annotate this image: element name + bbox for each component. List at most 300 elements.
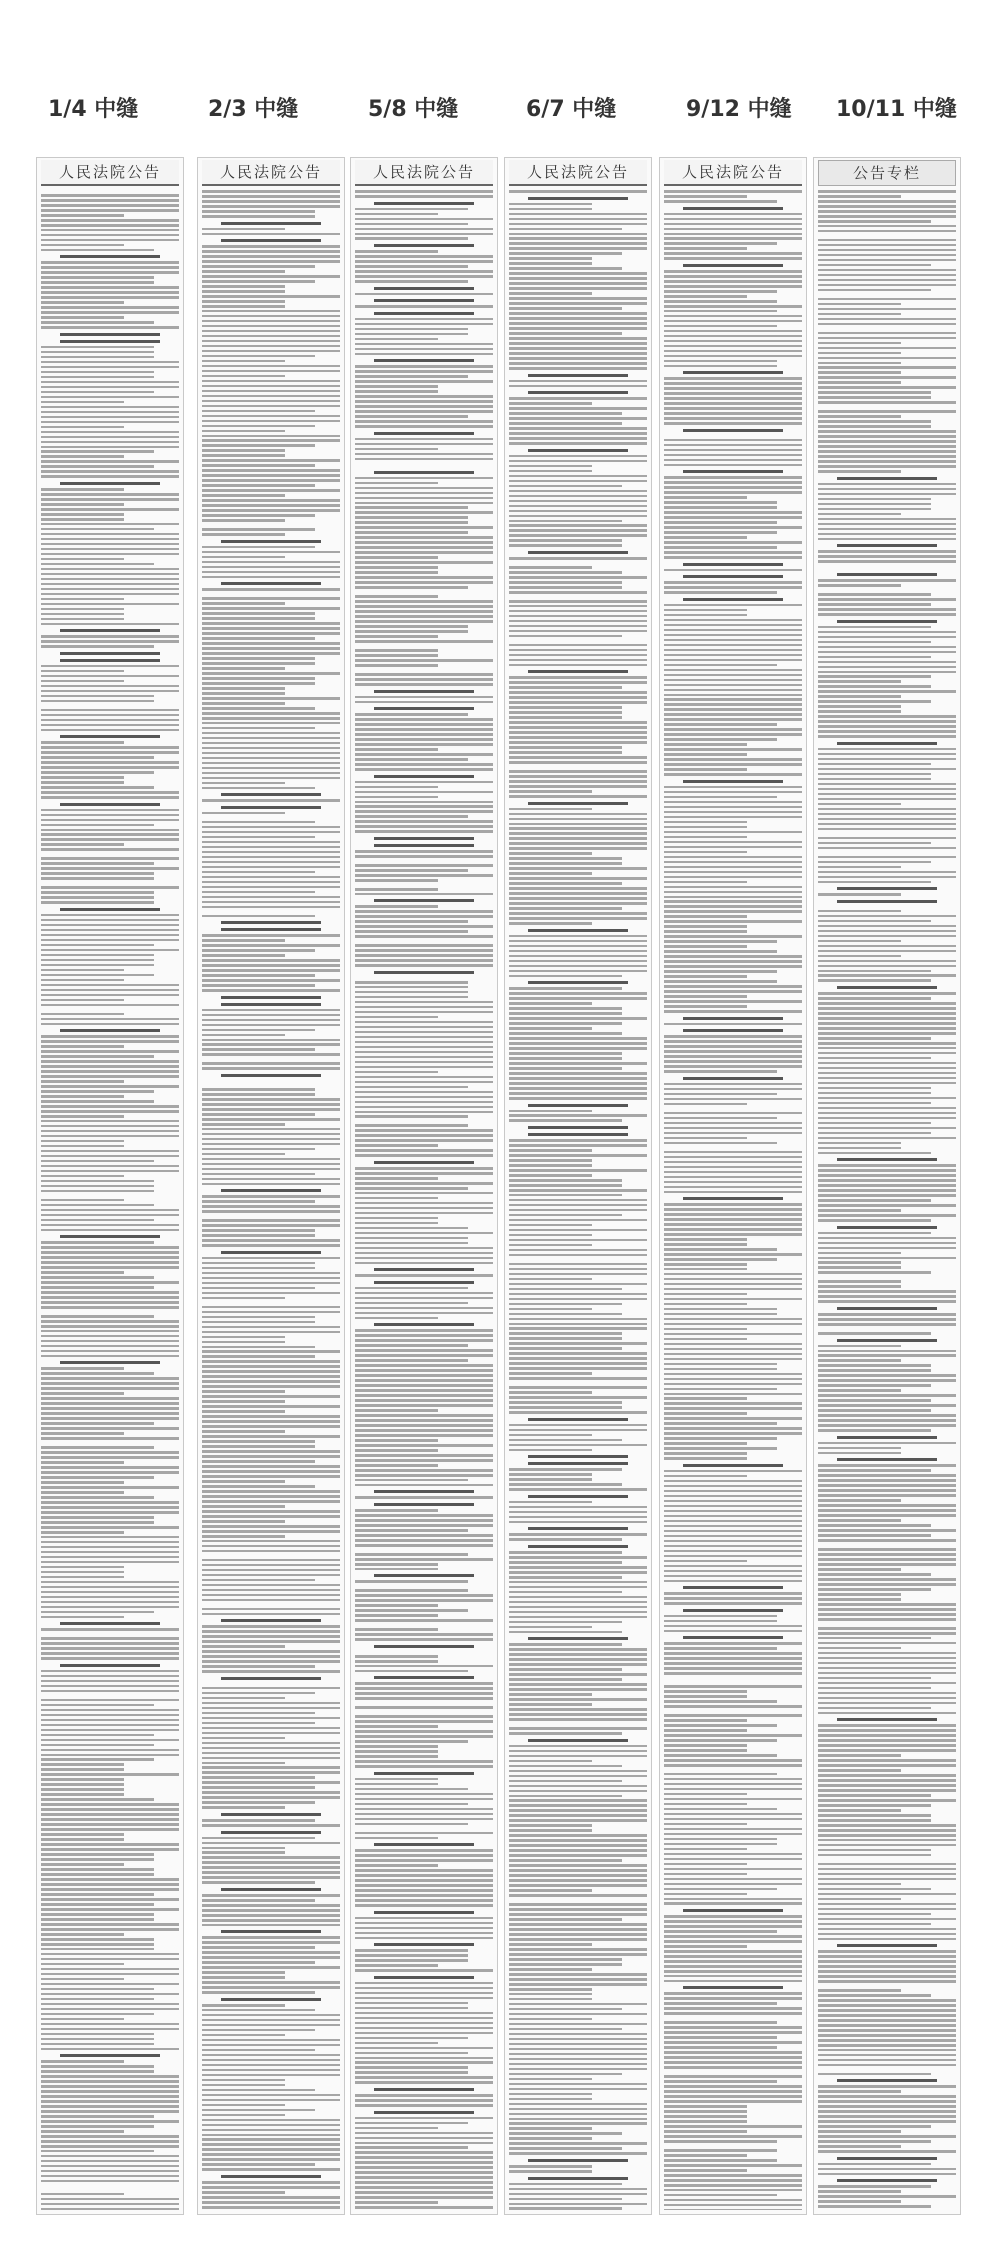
text-line bbox=[664, 940, 777, 943]
text-line bbox=[509, 1386, 647, 1389]
text-line bbox=[41, 261, 179, 264]
text-line bbox=[202, 1088, 315, 1091]
text-line bbox=[202, 474, 340, 477]
text-line bbox=[355, 546, 493, 549]
notice-heading bbox=[221, 921, 320, 924]
text-line bbox=[664, 1592, 802, 1595]
text-line bbox=[818, 646, 956, 649]
text-line bbox=[509, 1449, 592, 1452]
text-line bbox=[202, 1796, 340, 1799]
text-line bbox=[509, 832, 647, 835]
text-line bbox=[509, 1184, 622, 1187]
text-line bbox=[355, 190, 493, 193]
text-line bbox=[664, 684, 802, 687]
text-line bbox=[818, 498, 931, 501]
text-line bbox=[818, 1414, 956, 1417]
text-line bbox=[355, 1992, 493, 1995]
text-line bbox=[664, 679, 802, 682]
text-line bbox=[202, 255, 340, 258]
text-line bbox=[509, 1703, 592, 1706]
text-line bbox=[509, 272, 647, 275]
text-line bbox=[509, 1047, 647, 1050]
text-line bbox=[355, 1242, 468, 1245]
text-line bbox=[355, 405, 493, 408]
notice-heading bbox=[374, 1676, 473, 1679]
text-line bbox=[509, 534, 647, 537]
text-line bbox=[41, 1893, 154, 1896]
text-line bbox=[355, 1954, 468, 1957]
text-line bbox=[818, 925, 956, 928]
text-line bbox=[355, 1404, 493, 1407]
text-line bbox=[509, 1814, 647, 1817]
text-line bbox=[664, 1920, 802, 1923]
text-line bbox=[664, 511, 802, 514]
text-line bbox=[509, 1357, 647, 1360]
text-line bbox=[355, 1496, 493, 1499]
text-line bbox=[202, 551, 340, 554]
text-line bbox=[355, 810, 493, 813]
text-line bbox=[664, 1323, 802, 1326]
text-line bbox=[664, 586, 802, 589]
notice-heading bbox=[221, 1930, 320, 1933]
text-line bbox=[818, 1359, 901, 1362]
text-line bbox=[664, 1647, 777, 1650]
text-line bbox=[664, 1714, 802, 1717]
text-line bbox=[818, 2195, 956, 2198]
text-line bbox=[509, 706, 622, 709]
text-line bbox=[355, 1344, 468, 1347]
text-line bbox=[355, 864, 493, 867]
text-line bbox=[818, 1898, 901, 1901]
text-line bbox=[509, 872, 592, 875]
text-line bbox=[509, 2103, 647, 2106]
text-line bbox=[509, 1973, 647, 1976]
text-line bbox=[509, 2198, 622, 2201]
text-line bbox=[202, 959, 340, 962]
text-line bbox=[202, 1981, 340, 1984]
text-line bbox=[664, 1303, 747, 1306]
text-line bbox=[818, 2168, 956, 2171]
text-line bbox=[355, 1106, 493, 1109]
text-line bbox=[355, 1001, 493, 1004]
text-line bbox=[355, 2047, 493, 2050]
notice-heading bbox=[221, 540, 320, 543]
text-line bbox=[818, 842, 931, 845]
text-line bbox=[818, 1849, 931, 1852]
text-line bbox=[509, 1913, 647, 1916]
text-line bbox=[818, 1682, 956, 1685]
text-line bbox=[664, 624, 802, 627]
text-line bbox=[818, 396, 931, 399]
text-line bbox=[355, 415, 468, 418]
text-line bbox=[202, 1425, 340, 1428]
text-line bbox=[509, 505, 647, 508]
text-line bbox=[664, 449, 802, 452]
text-line bbox=[509, 1219, 647, 1222]
text-line bbox=[355, 1086, 468, 1089]
text-line bbox=[509, 867, 647, 870]
text-line bbox=[664, 1530, 802, 1533]
text-line bbox=[355, 1384, 493, 1387]
text-line bbox=[202, 1613, 340, 1616]
text-line bbox=[664, 1878, 802, 1881]
notice-heading bbox=[683, 1077, 782, 1080]
text-line bbox=[41, 1456, 179, 1459]
text-line bbox=[355, 448, 438, 451]
text-line bbox=[202, 1909, 340, 1912]
text-line bbox=[355, 2094, 493, 2097]
text-line bbox=[202, 1707, 340, 1710]
text-line bbox=[664, 392, 802, 395]
text-line bbox=[355, 2186, 493, 2189]
text-line bbox=[664, 866, 802, 869]
text-line bbox=[509, 1473, 592, 1476]
text-line bbox=[509, 1189, 647, 1192]
text-line bbox=[41, 1170, 179, 1173]
text-line bbox=[818, 1583, 956, 1586]
text-line bbox=[664, 1407, 802, 1410]
text-line bbox=[818, 730, 956, 733]
text-line bbox=[818, 974, 956, 977]
text-line bbox=[41, 1928, 179, 1931]
text-line bbox=[202, 2069, 340, 2072]
text-line bbox=[509, 262, 592, 265]
text-line bbox=[202, 215, 315, 218]
text-line bbox=[355, 375, 468, 378]
text-line bbox=[41, 2060, 124, 2063]
text-line bbox=[509, 1283, 647, 1286]
notice-heading bbox=[60, 1235, 159, 1238]
text-line bbox=[664, 743, 747, 746]
text-line bbox=[818, 1834, 956, 1837]
text-line bbox=[509, 887, 647, 890]
column-text-block bbox=[41, 190, 179, 2210]
text-line bbox=[818, 1209, 901, 1212]
text-line bbox=[41, 1387, 179, 1390]
text-line bbox=[664, 773, 802, 776]
text-line bbox=[818, 1839, 956, 1842]
text-line bbox=[202, 1866, 340, 1869]
text-line bbox=[818, 793, 956, 796]
text-line bbox=[41, 886, 179, 889]
text-line bbox=[509, 2013, 647, 2016]
text-line bbox=[41, 1135, 179, 1138]
text-line bbox=[41, 553, 179, 556]
text-line bbox=[355, 223, 468, 226]
text-line bbox=[509, 1643, 622, 1646]
text-line bbox=[818, 823, 956, 826]
text-line bbox=[355, 458, 493, 461]
text-line bbox=[41, 376, 154, 379]
text-line bbox=[41, 761, 179, 764]
text-line bbox=[355, 2081, 493, 2084]
text-line bbox=[509, 1745, 647, 1748]
text-line bbox=[818, 2054, 956, 2057]
text-line bbox=[41, 1340, 179, 1343]
text-line bbox=[355, 1444, 493, 1447]
text-line bbox=[355, 1798, 493, 1801]
text-line bbox=[664, 1228, 802, 1231]
text-line bbox=[509, 490, 647, 493]
text-line bbox=[41, 819, 179, 822]
text-line bbox=[202, 1178, 340, 1181]
text-line bbox=[41, 709, 179, 712]
text-line bbox=[664, 1191, 802, 1194]
text-line bbox=[818, 2095, 956, 2098]
text-line bbox=[664, 718, 802, 721]
text-line bbox=[355, 425, 493, 428]
text-line bbox=[355, 2027, 493, 2030]
text-line bbox=[355, 353, 493, 356]
text-line bbox=[202, 2163, 315, 2166]
text-line bbox=[41, 1241, 154, 1244]
text-line bbox=[41, 1320, 179, 1323]
text-line bbox=[664, 237, 802, 240]
text-line bbox=[818, 357, 956, 360]
text-line bbox=[509, 1337, 622, 1340]
text-line bbox=[818, 1042, 956, 1045]
text-line bbox=[355, 1837, 438, 1840]
text-line bbox=[41, 1402, 179, 1405]
text-line bbox=[202, 607, 340, 610]
text-line bbox=[202, 1737, 285, 1740]
text-line bbox=[41, 513, 124, 516]
text-line bbox=[202, 1806, 285, 1809]
text-line bbox=[355, 2052, 468, 2055]
text-line bbox=[202, 2129, 340, 2132]
text-line bbox=[202, 390, 340, 393]
text-line bbox=[509, 1693, 592, 1696]
text-line bbox=[664, 689, 802, 692]
text-line bbox=[664, 2174, 802, 2177]
text-line bbox=[818, 465, 956, 468]
text-line bbox=[664, 1940, 802, 1943]
text-line bbox=[355, 1011, 493, 1014]
text-line bbox=[664, 1555, 802, 1558]
text-line bbox=[509, 644, 647, 647]
text-line bbox=[41, 2033, 154, 2036]
text-line bbox=[818, 1819, 931, 1822]
text-line bbox=[41, 814, 179, 817]
text-line bbox=[41, 1325, 179, 1328]
text-line bbox=[664, 639, 802, 642]
text-line bbox=[818, 783, 956, 786]
text-line bbox=[818, 1189, 956, 1192]
text-line bbox=[41, 1160, 154, 1163]
text-line bbox=[202, 1014, 340, 1017]
text-line bbox=[664, 1213, 802, 1216]
text-line bbox=[818, 1087, 931, 1090]
text-line bbox=[664, 723, 777, 726]
text-line bbox=[664, 2002, 777, 2005]
notice-heading bbox=[374, 775, 473, 778]
text-line bbox=[664, 816, 802, 819]
text-line bbox=[664, 1818, 802, 1821]
text-line bbox=[202, 1103, 340, 1106]
text-line bbox=[41, 1382, 179, 1385]
text-line bbox=[202, 1579, 315, 1582]
text-line bbox=[664, 1915, 802, 1918]
text-line bbox=[355, 318, 493, 321]
text-line bbox=[202, 687, 285, 690]
text-line bbox=[202, 533, 285, 536]
text-line bbox=[202, 722, 340, 725]
text-line bbox=[355, 208, 468, 211]
text-line bbox=[355, 874, 493, 877]
text-line bbox=[664, 1117, 777, 1120]
text-line bbox=[41, 934, 179, 937]
text-line bbox=[664, 1132, 802, 1135]
text-line bbox=[509, 2028, 622, 2031]
text-line bbox=[355, 1247, 493, 1250]
text-line bbox=[509, 242, 647, 245]
text-line bbox=[202, 1053, 340, 1056]
text-line bbox=[41, 1948, 154, 1951]
text-line bbox=[355, 1655, 438, 1658]
text-line bbox=[41, 969, 124, 972]
text-line bbox=[664, 1868, 802, 1871]
text-line bbox=[664, 1186, 802, 1189]
notice-heading bbox=[60, 735, 159, 738]
notice-heading bbox=[221, 996, 320, 999]
text-line bbox=[41, 901, 154, 904]
text-line bbox=[41, 974, 154, 977]
text-line bbox=[509, 1933, 647, 1936]
notice-heading bbox=[374, 1645, 473, 1648]
text-line bbox=[355, 1061, 493, 1064]
text-line bbox=[818, 1379, 956, 1382]
text-line bbox=[41, 1953, 179, 1956]
text-line bbox=[664, 1930, 777, 1933]
text-line bbox=[509, 1755, 647, 1758]
text-line bbox=[202, 1163, 340, 1166]
text-line bbox=[355, 1394, 493, 1397]
text-line bbox=[202, 1645, 285, 1648]
text-line bbox=[41, 1744, 154, 1747]
text-line bbox=[509, 1027, 592, 1030]
text-line bbox=[355, 781, 493, 784]
text-line bbox=[355, 758, 468, 761]
text-line bbox=[202, 459, 340, 462]
text-line bbox=[509, 2088, 647, 2091]
text-line bbox=[202, 627, 340, 630]
text-line bbox=[509, 317, 647, 320]
text-line bbox=[664, 861, 802, 864]
text-line bbox=[664, 1540, 802, 1543]
text-line bbox=[509, 620, 647, 623]
text-line bbox=[202, 2104, 285, 2107]
text-line bbox=[355, 1262, 493, 1265]
text-line bbox=[818, 1057, 931, 1060]
text-line bbox=[818, 1662, 956, 1665]
text-line bbox=[202, 315, 340, 318]
text-line bbox=[202, 1067, 340, 1070]
notice-heading bbox=[60, 482, 159, 485]
text-line bbox=[41, 1155, 179, 1158]
text-line bbox=[202, 1670, 340, 1673]
text-line bbox=[664, 270, 802, 273]
text-line bbox=[202, 1660, 340, 1663]
text-line bbox=[509, 2043, 647, 2046]
text-line bbox=[818, 538, 956, 541]
text-line bbox=[818, 455, 956, 458]
text-line bbox=[664, 614, 747, 617]
text-line bbox=[664, 1070, 777, 1073]
text-line bbox=[355, 981, 468, 984]
text-line bbox=[202, 305, 285, 308]
text-line bbox=[664, 965, 802, 968]
text-line bbox=[664, 1734, 802, 1737]
notice-heading bbox=[683, 207, 782, 210]
text-line bbox=[509, 571, 622, 574]
text-line bbox=[355, 1715, 493, 1718]
text-line bbox=[41, 2110, 179, 2113]
text-line bbox=[664, 2194, 777, 2197]
notice-heading bbox=[837, 986, 936, 989]
text-line bbox=[509, 524, 647, 527]
text-line bbox=[664, 1759, 802, 1762]
text-line bbox=[202, 2004, 285, 2007]
text-line bbox=[664, 1112, 802, 1115]
text-line bbox=[509, 1626, 592, 1629]
notice-heading bbox=[683, 1464, 782, 1467]
text-line bbox=[509, 2033, 647, 2036]
text-line bbox=[664, 486, 802, 489]
text-line bbox=[509, 955, 647, 958]
text-line bbox=[355, 753, 493, 756]
text-line bbox=[509, 1144, 647, 1147]
text-line bbox=[818, 778, 931, 781]
text-line bbox=[664, 1353, 802, 1356]
text-line bbox=[202, 260, 340, 263]
text-line bbox=[202, 881, 340, 884]
text-line bbox=[509, 208, 592, 211]
text-line bbox=[41, 558, 124, 561]
text-line bbox=[509, 1819, 647, 1822]
notice-heading bbox=[374, 1976, 473, 1979]
text-line bbox=[818, 1999, 956, 2002]
text-line bbox=[818, 1729, 956, 1732]
text-line bbox=[41, 351, 154, 354]
text-line bbox=[664, 1283, 802, 1286]
text-line bbox=[818, 362, 901, 365]
text-line bbox=[355, 625, 468, 628]
text-line bbox=[355, 964, 493, 967]
text-line bbox=[509, 681, 647, 684]
text-line bbox=[41, 1611, 154, 1614]
text-line bbox=[664, 1945, 747, 1948]
text-line bbox=[509, 1854, 647, 1857]
text-line bbox=[509, 630, 647, 633]
text-line bbox=[664, 280, 802, 283]
text-line bbox=[355, 328, 468, 331]
text-line bbox=[355, 502, 493, 505]
text-line bbox=[41, 1647, 179, 1650]
text-line bbox=[202, 979, 340, 982]
text-line bbox=[818, 893, 901, 896]
text-line bbox=[818, 1384, 931, 1387]
text-line bbox=[509, 1114, 647, 1117]
text-line bbox=[818, 518, 956, 521]
text-line bbox=[664, 1470, 802, 1473]
text-line bbox=[664, 1373, 802, 1376]
text-line bbox=[818, 435, 956, 438]
text-line bbox=[41, 1110, 179, 1113]
text-line bbox=[355, 323, 493, 326]
text-line bbox=[41, 1246, 179, 1249]
text-line bbox=[202, 989, 340, 992]
text-line bbox=[664, 228, 802, 231]
